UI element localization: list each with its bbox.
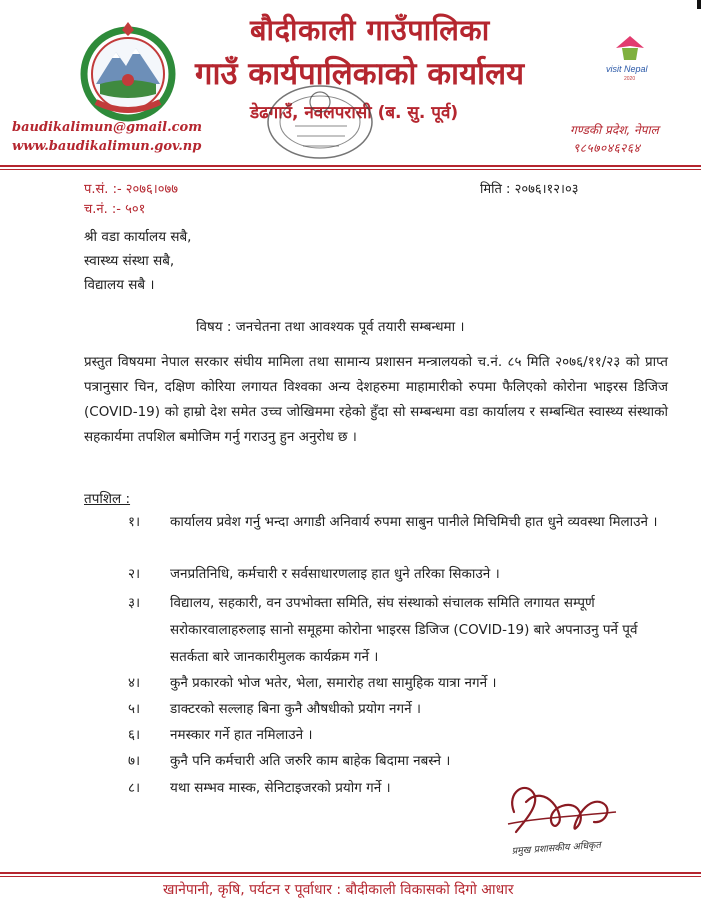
- list-item-text: विद्यालय, सहकारी, वन उपभोक्ता समिति, संघ संस्थाको संचालक समिति लगायत सम्पूर्ण सरोकारवालाहरुलाइ सानो समूहमा कोरोना भाइरस डिजिज (COVID-19) बारे अपनाउनु पर्ने पूर्व सतर्कता बारे जानकारीमुलक कार्यक्रम गर्ने ।: [170, 595, 638, 665]
- list-item: [84, 722, 669, 749]
- scan-edge-mark: [697, 0, 701, 9]
- svg-text:visit Nepal: visit Nepal: [606, 64, 648, 74]
- svg-text:2020: 2020: [624, 76, 636, 82]
- list-item-text: यथा सम्भव मास्क, सेनिटाइजरको प्रयोग गर्ने ।: [170, 780, 391, 796]
- list-item-text: कार्यालय प्रवेश गर्नु भन्दा अगाडी अनिवार्य रुपमा साबुन पानीले मिचिमिची हात धुने व्यवस्था मिलाउने ।: [170, 514, 658, 530]
- list-item-number: १।: [128, 514, 141, 530]
- list-item-text: जनप्रतिनिधि, कर्मचारी र सर्वसाधारणलाइ हात धुने तरिका सिकाउने ।: [170, 566, 500, 582]
- list-item-text: डाक्टरको सल्लाह बिना कुनै औषधीको प्रयोग नगर्ने ।: [170, 701, 421, 717]
- letter-date: मिति : २०७६।१२।०३: [480, 182, 579, 197]
- addressee-line: विद्यालय सबै ।: [84, 277, 155, 293]
- list-item-number: २।: [128, 566, 141, 582]
- list-item: [84, 561, 669, 588]
- visit-nepal-logo-icon: [600, 32, 660, 92]
- list-item-number: ४।: [128, 675, 141, 691]
- details-heading: तपशिल :: [84, 491, 131, 507]
- office-title-line2: गाउँ कार्यपालिकाको कार्यालय: [195, 56, 525, 92]
- footer-divider-thin: [0, 876, 701, 877]
- letter-body: प्रस्तुत विषयमा नेपाल सरकार संघीय मामिला तथा सामान्य प्रशासन मन्त्रालयको च.नं. ८५ मिति २०७६/११/२३ को प्राप्त पत्रानुसार चिन, दक्षिण कोरिया लगायत विश्वका अन्य देशहरुमा माहामारीको रुपमा फैलिएको कोरोना भाइरस डिजिज (COVID-19) को हाम्रो देश समेत उच्च जोखिममा रहेको हुँदा सो सम्बन्धमा वडा कार्यालय र सम्बन्धित स्वास्थ्य संस्थाको सहकार्यमा तपशिल बमोजिम गर्नु गराउनु हुन अनुरोध छ ।: [84, 354, 668, 445]
- office-seal-stamp-icon: [255, 82, 385, 170]
- addressee-line: स्वास्थ्य संस्था सबै,: [84, 253, 175, 269]
- svg-text:प्रमुख प्रशासकीय अधिकृत: प्रमुख प्रशासकीय अधिकृत: [511, 839, 602, 857]
- nepal-emblem-icon: [78, 22, 178, 122]
- dispatch-number: च.नं. :- ५०१: [84, 202, 146, 217]
- header-divider-thin: [0, 169, 701, 170]
- list-item-number: ५।: [128, 701, 141, 717]
- footer-divider: [0, 872, 701, 874]
- list-item: [84, 696, 669, 723]
- list-item-text: कुनै प्रकारको भोज भतेर, भेला, समारोह तथा सामुहिक यात्रा नगर्ने ।: [170, 675, 497, 691]
- office-address: डेढगाउँ, नवलपरासी (ब. सु. पूर्व): [250, 103, 459, 123]
- reference-number: प.सं. :- २०७६।०७७: [84, 182, 179, 197]
- list-item-number: ८।: [128, 780, 141, 796]
- list-item: [84, 670, 669, 697]
- list-item-text: नमस्कार गर्ने हात नमिलाउने ।: [170, 727, 313, 743]
- contact-website: www.baudikalimun.gov.np: [12, 139, 202, 154]
- list-item: [84, 590, 669, 671]
- list-item-text: कुनै पनि कर्मचारी अति जरुरि काम बाहेक बिदामा नबस्ने ।: [170, 753, 451, 769]
- header-divider: [0, 165, 701, 167]
- addressee-line: श्री वडा कार्यालय सबै,: [84, 229, 192, 245]
- list-item-number: ३।: [128, 595, 141, 611]
- list-item-number: ६।: [128, 727, 141, 743]
- list-item: [84, 509, 669, 536]
- office-title-line1: बौदीकाली गाउँपालिका: [250, 13, 490, 47]
- contact-phone: ९८५७०४६२६४: [573, 141, 641, 155]
- contact-email: baudikalimun@gmail.com: [12, 120, 202, 135]
- footer-motto: खानेपानी, कृषि, पर्यटन र पूर्वाधार : बौदीकाली विकासको दिगो आधार: [163, 882, 514, 898]
- list-item: [84, 748, 669, 775]
- letter-subject: विषय : जनचेतना तथा आवश्यक पूर्व तयारी सम्बन्धमा ।: [196, 319, 465, 335]
- province-label: गण्डकी प्रदेश, नेपाल: [570, 123, 659, 137]
- signature-icon: [496, 772, 631, 862]
- list-item-number: ७।: [128, 753, 141, 769]
